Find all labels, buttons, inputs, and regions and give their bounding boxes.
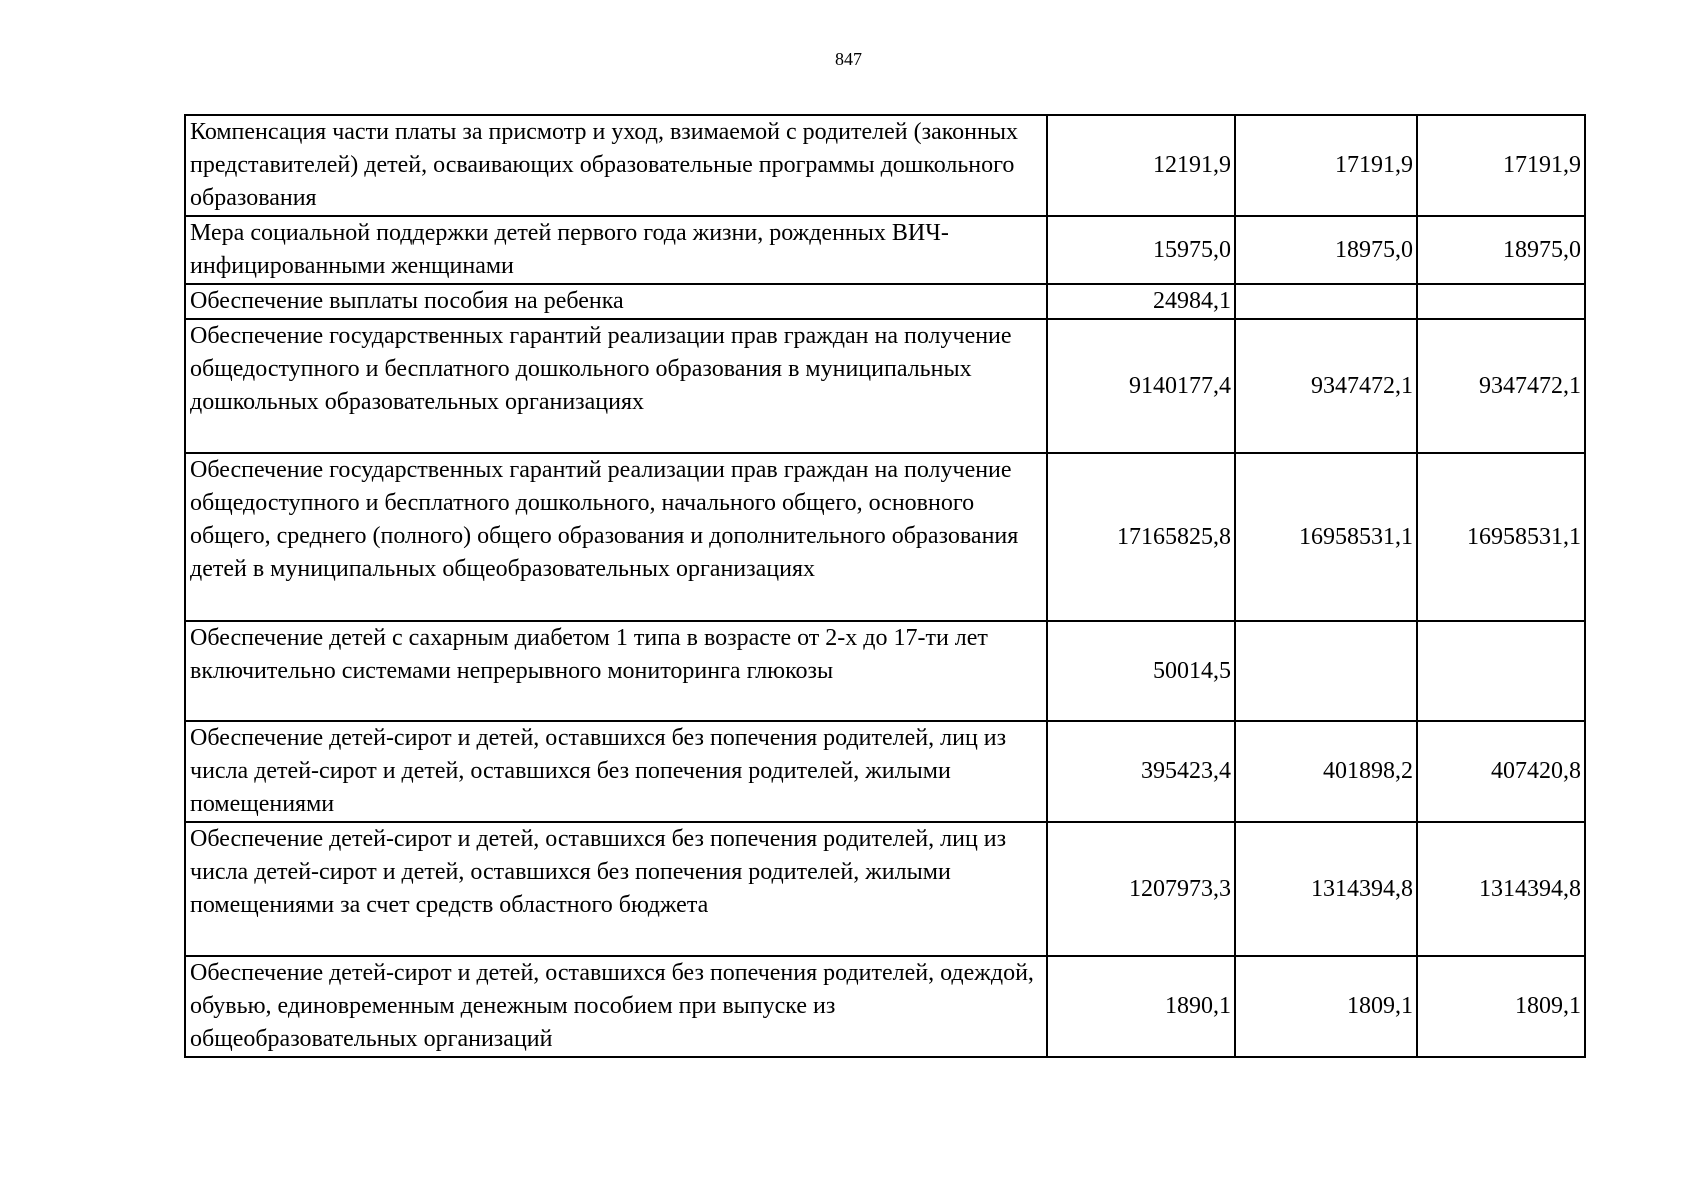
value-col-3: 18975,0	[1417, 216, 1585, 284]
value-col-2: 17191,9	[1235, 115, 1417, 216]
value-col-1: 1890,1	[1047, 956, 1235, 1057]
table-row	[185, 721, 1585, 822]
value-col-1: 15975,0	[1047, 216, 1235, 284]
row-description: Компенсация части платы за присмотр и уход, взимаемой с родителей (законных представителей) детей, осваивающих образовательные программы дошкольного образования	[185, 115, 1047, 216]
table-row	[185, 621, 1585, 721]
value-col-3: 1809,1	[1417, 956, 1585, 1057]
value-col-2	[1235, 621, 1417, 721]
value-col-1: 1207973,3	[1047, 822, 1235, 956]
row-description: Обеспечение детей-сирот и детей, оставшихся без попечения родителей, одеждой, обувью, единовременным денежным пособием при выпуске из общеобразовательных организаций	[185, 956, 1047, 1057]
value-col-1: 50014,5	[1047, 621, 1235, 721]
row-description: Обеспечение выплаты пособия на ребенка	[185, 284, 1047, 319]
value-col-1: 17165825,8	[1047, 453, 1235, 621]
row-description: Обеспечение детей-сирот и детей, оставшихся без попечения родителей, лиц из числа детей-сирот и детей, оставшихся без попечения родителей, жилыми помещениями	[185, 721, 1047, 822]
table-row	[185, 115, 1585, 216]
value-col-3: 1314394,8	[1417, 822, 1585, 956]
table-row	[185, 822, 1585, 956]
page-number: 847	[835, 49, 862, 69]
row-description: Мера социальной поддержки детей первого года жизни, рожденных ВИЧ-инфицированными женщинами	[185, 216, 1047, 284]
value-col-2: 1314394,8	[1235, 822, 1417, 956]
value-col-2: 16958531,1	[1235, 453, 1417, 621]
table-row	[185, 284, 1585, 319]
value-col-3	[1417, 621, 1585, 721]
value-col-3: 407420,8	[1417, 721, 1585, 822]
value-col-1: 395423,4	[1047, 721, 1235, 822]
value-col-2: 9347472,1	[1235, 319, 1417, 453]
value-col-2: 18975,0	[1235, 216, 1417, 284]
budget-table	[184, 114, 1586, 1058]
value-col-2: 401898,2	[1235, 721, 1417, 822]
table-row	[185, 216, 1585, 284]
row-description: Обеспечение детей-сирот и детей, оставшихся без попечения родителей, лиц из числа детей-сирот и детей, оставшихся без попечения родителей, жилыми помещениями за счет средств областного бюджета	[185, 822, 1047, 956]
value-col-3	[1417, 284, 1585, 319]
value-col-1: 9140177,4	[1047, 319, 1235, 453]
value-col-1: 24984,1	[1047, 284, 1235, 319]
value-col-3: 17191,9	[1417, 115, 1585, 216]
value-col-2	[1235, 284, 1417, 319]
value-col-1: 12191,9	[1047, 115, 1235, 216]
value-col-3: 9347472,1	[1417, 319, 1585, 453]
table-row	[185, 319, 1585, 453]
row-description: Обеспечение государственных гарантий реализации прав граждан на получение общедоступного и бесплатного дошкольного, начального общего, основного общего, среднего (полного) общего образования и дополнительного образования детей в муниципальных общеобразовательных организациях	[185, 453, 1047, 621]
value-col-2: 1809,1	[1235, 956, 1417, 1057]
row-description: Обеспечение детей с сахарным диабетом 1 типа в возрасте от 2-х до 17-ти лет включительно системами непрерывного мониторинга глюкозы	[185, 621, 1047, 721]
table-row	[185, 956, 1585, 1057]
row-description: Обеспечение государственных гарантий реализации прав граждан на получение общедоступного и бесплатного дошкольного образования в муниципальных дошкольных образовательных организациях	[185, 319, 1047, 453]
value-col-3: 16958531,1	[1417, 453, 1585, 621]
table-row	[185, 453, 1585, 621]
